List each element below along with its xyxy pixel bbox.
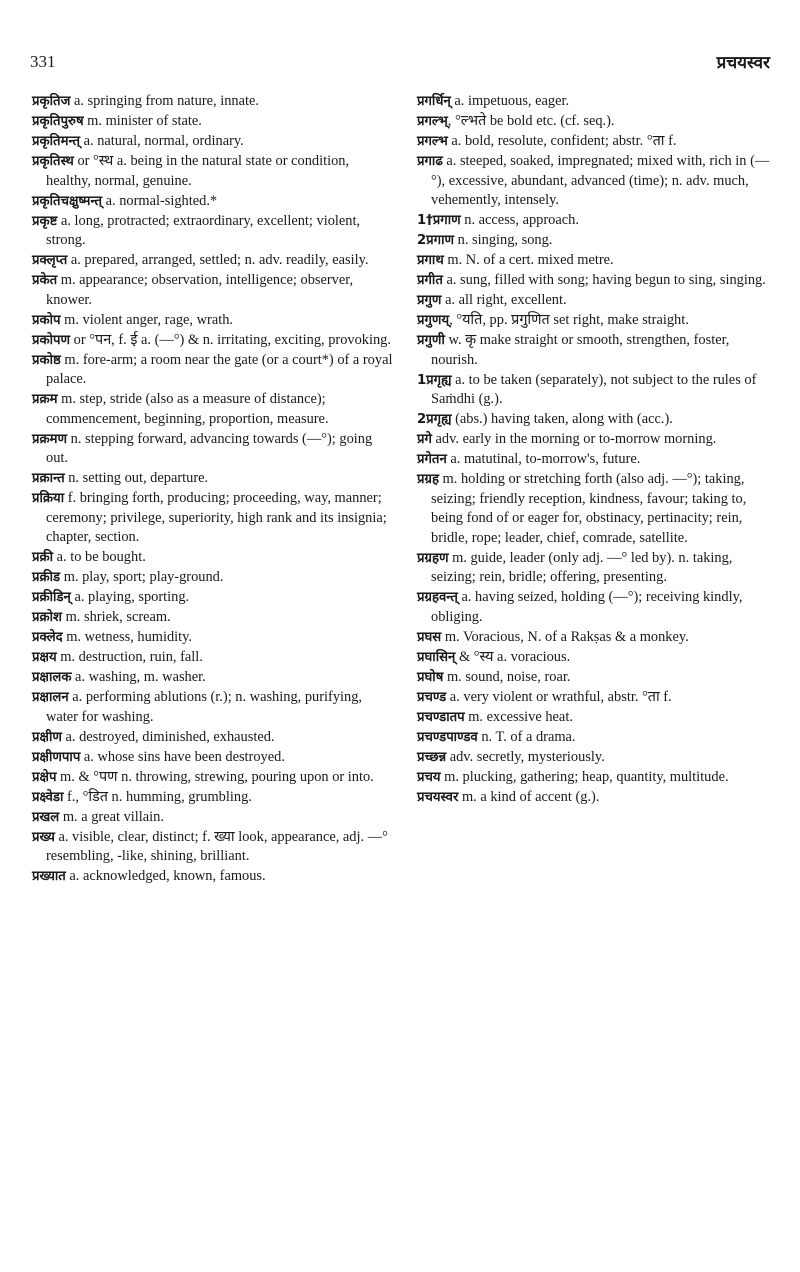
entry-definition: m. step, stride (also as a measure of distance); commencement, beginning, proportion, measure. (46, 391, 329, 427)
entry-headword: प्रगाथ (417, 253, 444, 268)
entry-definition: (abs.) having taken, along with (acc.). (451, 411, 673, 427)
entry-headword: प्रक्रमण (32, 431, 68, 447)
dictionary-entry (417, 688, 779, 708)
dictionary-entry (32, 390, 394, 429)
entry-headword: प्रकृतिमन्त् (32, 134, 81, 149)
entry-definition: a. normal-sighted.* (102, 192, 218, 209)
entry-definition: m. play, sport; play-ground. (60, 569, 224, 585)
dictionary-entry (417, 450, 779, 470)
dictionary-entry (417, 311, 779, 331)
entry-headword: प्रक्रोश (32, 610, 63, 625)
entry-headword: प्रक्लृप्त (32, 253, 68, 268)
entry-headword: प्रगर्धिन् (417, 94, 451, 109)
entry-definition: m. wetness, humidity. (62, 629, 193, 645)
entry-definition: a. all right, excellent. (441, 292, 567, 308)
dictionary-entry (32, 92, 394, 112)
entry-definition: f., °डित n. humming, grumbling. (63, 788, 252, 805)
dictionary-entry (417, 728, 779, 748)
dictionary-entry (417, 251, 779, 271)
page-number: 331 (30, 52, 56, 71)
dictionary-entry (32, 469, 394, 489)
entry-headword: प्रक्रिया (32, 491, 65, 506)
entry-headword: प्रख्यात (32, 869, 66, 884)
dictionary-entry (417, 748, 779, 768)
entry-headword: प्रक्षय (32, 650, 57, 665)
entry-definition: n. stepping forward, advancing towards (—°); going out. (46, 430, 373, 466)
dictionary-entry (32, 132, 394, 152)
dictionary-entry (32, 648, 394, 668)
entry-definition: m. Voracious, N. of a Rakṣas & a monkey. (441, 628, 689, 645)
entry-headword: प्रकृतिचक्षुष्मन्त् (32, 193, 103, 209)
dictionary-entry (417, 470, 779, 548)
entry-definition: a. very violent or wrathful, abstr. °ता f. (446, 688, 672, 705)
entry-definition: adv. early in the morning or to-morrow morning. (431, 431, 717, 447)
entry-headword: 1†प्रगाण (417, 213, 461, 228)
entry-headword: प्रक्षालक (32, 670, 72, 685)
entry-definition: a. matutinal, to-morrow's, future. (446, 451, 641, 467)
dictionary-entry (417, 271, 779, 291)
dictionary-entry (417, 92, 779, 112)
entry-headword: प्रघोष (417, 669, 444, 685)
entry-headword: प्रक्षीणपाप (32, 749, 81, 765)
entry-definition: w. कृ make straight or smooth, strengthen, foster, nourish. (431, 332, 730, 368)
dictionary-entry (32, 808, 394, 828)
entry-definition: & °स्य a. voracious. (455, 648, 571, 665)
entry-headword: 2प्रगाण (417, 233, 455, 248)
entry-headword: प्रकोप (32, 312, 61, 328)
entry-definition: a. having seized, holding (—°); receiving kindly, obliging. (431, 589, 743, 625)
entry-headword: प्रचय (417, 769, 441, 785)
entry-headword: प्रखल (32, 809, 60, 825)
entry-headword: प्रग्रहवन्त् (417, 590, 458, 605)
entry-headword: प्रक्रीड (32, 570, 61, 585)
dictionary-entry (417, 549, 779, 588)
entry-definition: m. shriek, scream. (62, 609, 171, 625)
dictionary-entry (32, 331, 394, 351)
dictionary-entry (32, 828, 394, 867)
entry-definition: a. natural, normal, ordinary. (80, 133, 244, 149)
entry-definition: m. appearance; observation, intelligence; observer, knower. (46, 272, 354, 308)
entry-headword: प्रगुण (417, 293, 442, 308)
entry-definition: a. whose sins have been destroyed. (80, 748, 285, 765)
dictionary-entry (417, 668, 779, 688)
running-head: प्रचयस्वर (716, 53, 770, 73)
entry-headword: 1प्रगृह्य (417, 372, 452, 388)
dictionary-entry (417, 648, 779, 668)
right-column (417, 92, 779, 808)
dictionary-entry (32, 628, 394, 648)
entry-headword: प्रगल्भ (417, 134, 448, 149)
entry-definition: or °स्थ a. being in the natural state or condition, healthy, normal, genuine. (46, 153, 350, 189)
entry-definition: n. T. of a drama. (477, 728, 576, 745)
dictionary-entry (417, 152, 779, 211)
dictionary-entry (32, 251, 394, 271)
entry-definition: a. playing, sporting. (70, 589, 190, 605)
entry-headword: प्रक्षेप (32, 769, 57, 785)
dictionary-entry (417, 371, 779, 410)
entry-headword: प्रगे (417, 432, 432, 447)
dictionary-entry (32, 112, 394, 132)
entry-definition: a. prepared, arranged, settled; n. adv. readily, easily. (67, 252, 369, 268)
entry-definition: , °ल्भते be bold etc. (cf. seq.). (447, 113, 615, 129)
entry-definition: f. bringing forth, producing; proceeding, way, manner; ceremony; privilege, superiority, high rank and its insignia; chapter, section. (46, 490, 387, 545)
entry-headword: प्रकृतिपुरुष (32, 114, 84, 129)
entry-definition: m. violent anger, rage, wrath. (60, 311, 233, 328)
dictionary-entry (32, 351, 394, 390)
entry-definition: n. setting out, departure. (64, 470, 209, 486)
entry-definition: m. guide, leader (only adj. —° led by). n. taking, seizing; rein, bridle; offering, presenting. (431, 549, 733, 585)
entry-definition: , °यति, pp. प्रगुणित set right, make straight. (449, 312, 689, 328)
dictionary-entry (32, 489, 394, 548)
entry-headword: प्रक्री (32, 550, 54, 565)
dictionary-entry (32, 568, 394, 588)
entry-definition: a. visible, clear, distinct; f. ख्या look, appearance, adj. —° resembling, -like, shining, brilliant. (46, 828, 388, 864)
entry-headword: प्रक्षीण (32, 729, 62, 745)
dictionary-entry (32, 430, 394, 469)
dictionary-entry (32, 311, 394, 331)
entry-headword: प्रघासिन् (417, 649, 456, 665)
entry-headword: प्रचण्ड (417, 689, 447, 705)
entry-definition: a. to be taken (separately), not subject to the rules of Saṁdhi (g.). (431, 371, 757, 407)
dictionary-entry (417, 708, 779, 728)
left-column (32, 92, 394, 887)
entry-definition: m. holding or stretching forth (also adj. —°); taking, seizing; friendly reception, kindness, favour; taking to, being fond of or eager for, obstinacy, pertinacity; rein, bridle, rope; leader, chief, comrade, satellite. (431, 471, 747, 546)
entry-headword: प्रकोष्ठ (32, 352, 61, 368)
dictionary-entry (32, 271, 394, 310)
dictionary-entry (32, 212, 394, 251)
dictionary-entry (32, 152, 394, 191)
entry-headword: प्रक्रीडिन् (32, 590, 71, 605)
dictionary-entry (417, 430, 779, 450)
entry-definition: a. steeped, soaked, impregnated; mixed with, rich in (—°), excessive, abundant, advanced (time); n. adv. much, vehemently, intensely. (431, 153, 770, 208)
dictionary-entry (32, 748, 394, 768)
entry-definition: a. long, protracted; extraordinary, excellent; violent, strong. (46, 212, 361, 248)
entry-definition: m. sound, noise, roar. (443, 668, 571, 685)
entry-definition: m. & °पण n. throwing, strewing, pouring upon or into. (56, 768, 374, 785)
dictionary-entry (32, 728, 394, 748)
entry-definition: m. excessive heat. (464, 708, 573, 725)
dictionary-entry (417, 211, 779, 231)
entry-headword: प्रग्रह (417, 472, 439, 487)
dictionary-entry (417, 112, 779, 132)
entry-definition: a. destroyed, diminished, exhausted. (61, 728, 275, 745)
entry-headword: प्रकेत (32, 273, 58, 288)
entry-definition: a. springing from nature, innate. (70, 93, 259, 109)
dictionary-entry (32, 548, 394, 568)
entry-definition: m. a kind of accent (g.). (458, 788, 600, 805)
entry-headword: प्रचण्डपाण्डव (417, 729, 478, 745)
dictionary-entry (417, 628, 779, 648)
entry-headword: प्रकृतिस्थ (32, 154, 74, 169)
entry-headword: प्रकृतिज (32, 94, 71, 109)
entry-definition: m. plucking, gathering; heap, quantity, multitude. (440, 768, 729, 785)
dictionary-entry (417, 231, 779, 251)
entry-definition: a. sung, filled with song; having begun to sing, singing. (442, 272, 766, 288)
entry-headword: प्रघस (417, 629, 442, 645)
entry-headword: प्रगेतन (417, 452, 447, 467)
entry-headword: प्रकोपण (32, 332, 71, 348)
entry-headword: प्रगुणी (417, 333, 445, 348)
entry-headword: प्रचयस्वर (417, 789, 459, 805)
dictionary-entry (32, 588, 394, 608)
dictionary-entry (417, 588, 779, 627)
entry-definition: a. impetuous, eager. (450, 93, 570, 109)
entry-definition: adv. secretly, mysteriously. (446, 748, 605, 765)
entry-definition: n. access, approach. (460, 212, 579, 228)
entry-headword: प्रगल्भ् (417, 114, 448, 129)
entry-definition: n. singing, song. (454, 232, 553, 248)
dictionary-entry (32, 608, 394, 628)
entry-definition: m. a great villain. (59, 808, 164, 825)
dictionary-entry (32, 867, 394, 887)
entry-definition: m. N. of a cert. mixed metre. (443, 252, 614, 268)
entry-headword: प्रगाढ (417, 154, 443, 169)
entry-headword: प्रक्ष्वेडा (32, 789, 64, 805)
entry-headword: 2प्रगृह्य (417, 412, 452, 427)
dictionary-entry (417, 788, 779, 808)
entry-headword: प्रक्षालन (32, 690, 69, 705)
entry-definition: a. acknowledged, known, famous. (65, 868, 266, 884)
entry-definition: a. performing ablutions (r.); n. washing, purifying, water for washing. (46, 689, 362, 725)
dictionary-entry (417, 331, 779, 370)
entry-headword: प्रच्छन्न (417, 749, 447, 765)
entry-definition: or °पन, f. ई a. (—°) & n. irritating, exciting, provoking. (70, 331, 391, 348)
dictionary-entry (417, 132, 779, 152)
entry-definition: m. fore-arm; a room near the gate (or a court*) of a royal palace. (46, 351, 393, 387)
entry-headword: प्रक्लेद (32, 630, 63, 645)
entry-definition: a. bold, resolute, confident; abstr. °ता f. (447, 133, 677, 149)
dictionary-entry (32, 768, 394, 788)
dictionary-entry (417, 291, 779, 311)
entry-headword: प्रक्रम (32, 392, 58, 407)
dictionary-entry (32, 688, 394, 727)
entry-headword: प्रकृष्ट (32, 213, 58, 229)
entry-definition: a. washing, m. washer. (71, 669, 206, 685)
dictionary-entry (32, 668, 394, 688)
entry-headword: प्रक्रान्त (32, 471, 65, 486)
entry-definition: a. to be bought. (53, 549, 146, 565)
entry-definition: m. destruction, ruin, fall. (56, 649, 203, 665)
dictionary-entry (32, 192, 394, 212)
dictionary-entry (417, 410, 779, 430)
entry-headword: प्रगुणय् (417, 313, 450, 328)
dictionary-entry (32, 788, 394, 808)
dictionary-entry (417, 768, 779, 788)
entry-headword: प्रग्रहण (417, 550, 449, 566)
entry-headword: प्रख्य (32, 829, 55, 845)
entry-definition: m. minister of state. (83, 113, 202, 129)
entry-headword: प्रगीत (417, 273, 443, 288)
entry-headword: प्रचण्डातप (417, 709, 465, 725)
